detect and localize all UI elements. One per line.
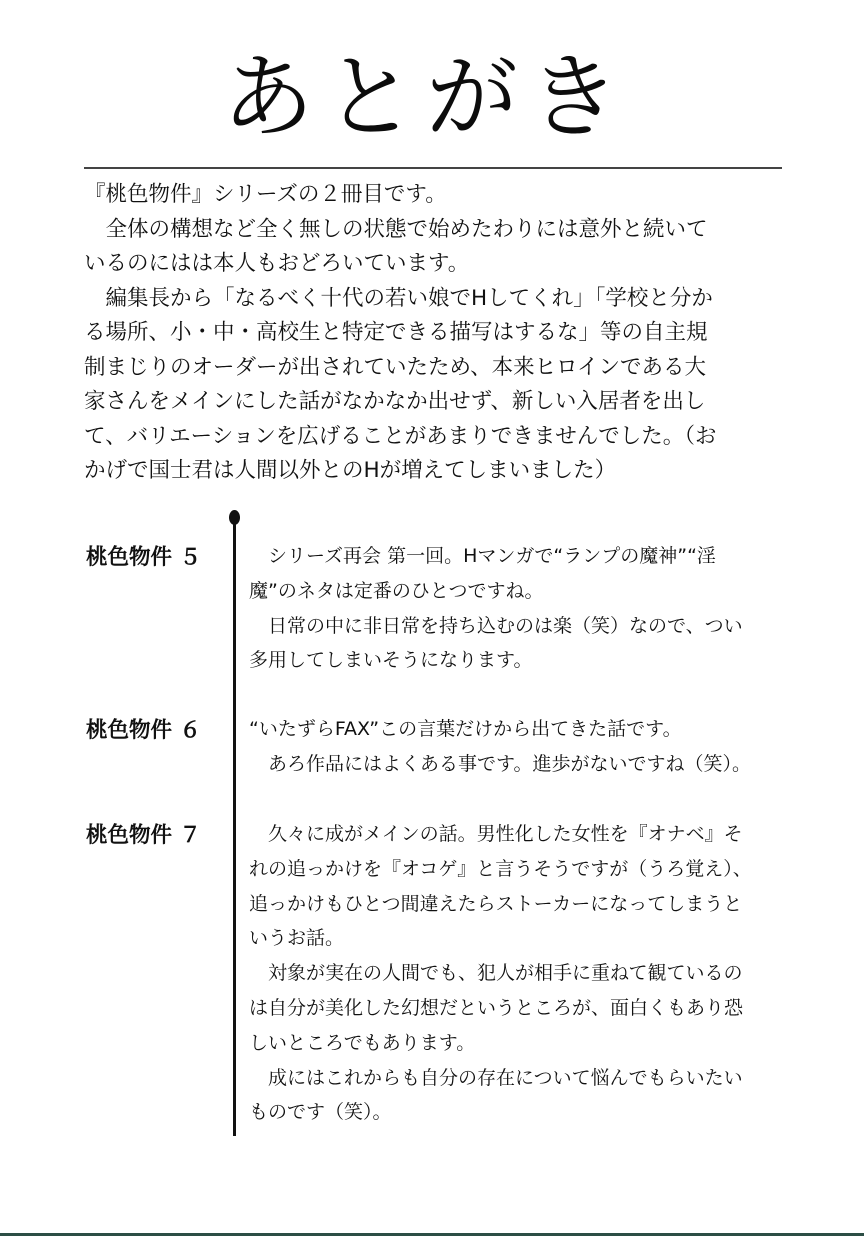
entry-line: 追っかけもひとつ間違えたらストーカーになってしまうと — [249, 892, 743, 915]
entry-line: 日常の中に非日常を持ち込むのは楽（笑）なので、つい — [249, 614, 743, 637]
intro-line: 編集長から「なるべく十代の若い娘でHしてくれ」「学校と分か — [84, 285, 713, 311]
timeline-line — [233, 520, 236, 1136]
intro-line: 『桃色物件』シリーズの２冊目です。 — [84, 182, 447, 207]
intro-line: かげで国士君は人間以外とのHが増えてしまいました） — [84, 458, 617, 483]
entry-line: は自分が美化した幻想だというところが、面白くもあり恐 — [249, 996, 744, 1019]
intro-text — [84, 178, 804, 489]
title-divider — [84, 167, 782, 169]
entry-line: シリーズ再会 第一回。Hマンガで“ランプの魔神”“淫 — [249, 545, 716, 567]
intro-line: て、バリエーションを広げることがあまりできませんでした。（お — [84, 423, 717, 449]
entry-body-5 — [249, 539, 789, 678]
intro-line: 全体の構想など全く無しの状態で始めたわりには意外と続いて — [84, 216, 708, 242]
entry-body-6 — [249, 712, 789, 782]
entry-line: いうお話。 — [249, 927, 345, 950]
entry-line: れの追っかけを『オコゲ』と言うそうですが（うろ覚え）、 — [249, 857, 752, 880]
entry-line: 魔”のネタは定番のひとつですね。 — [249, 579, 544, 602]
intro-line: る場所、小・中・高校生と特定できる描写はするな」等の自主規 — [84, 320, 708, 345]
bottom-edge-line — [0, 1233, 864, 1236]
entry-body-7 — [249, 817, 789, 1130]
entry-line: 対象が実在の人間でも、犯人が相手に重ねて観ているの — [249, 962, 743, 985]
entry-line: あろ作品にはよくある事です。進歩がないですね（笑）。 — [249, 752, 751, 775]
intro-line: いるのにはは本人もおどろいています。 — [84, 251, 470, 276]
entry-label-5: 桃色物件 ５ — [86, 545, 201, 570]
entry-line: “いたずらFAX”この言葉だけから出てきた話です。 — [249, 718, 682, 740]
intro-line: 家さんをメインにした話がなかなか出せず、新しい入居者を出し — [84, 389, 706, 414]
intro-line: 制まじりのオーダーが出されていたため、本来ヒロインである大 — [84, 354, 706, 380]
page-title: あとがき — [222, 44, 631, 151]
entry-label-7: 桃色物件 ７ — [86, 823, 201, 848]
entry-line: 久々に成がメインの話。男性化した女性を『オナベ』そ — [249, 823, 743, 845]
entry-label-6: 桃色物件 ６ — [86, 718, 201, 743]
entry-line: しいところでもあります。 — [249, 1031, 476, 1054]
entry-line: 多用してしまいそうになります。 — [249, 649, 533, 672]
entry-line: ものです（笑）。 — [249, 1101, 392, 1124]
entry-line: 成にはこれからも自分の存在について悩んでもらいたい — [249, 1066, 743, 1089]
